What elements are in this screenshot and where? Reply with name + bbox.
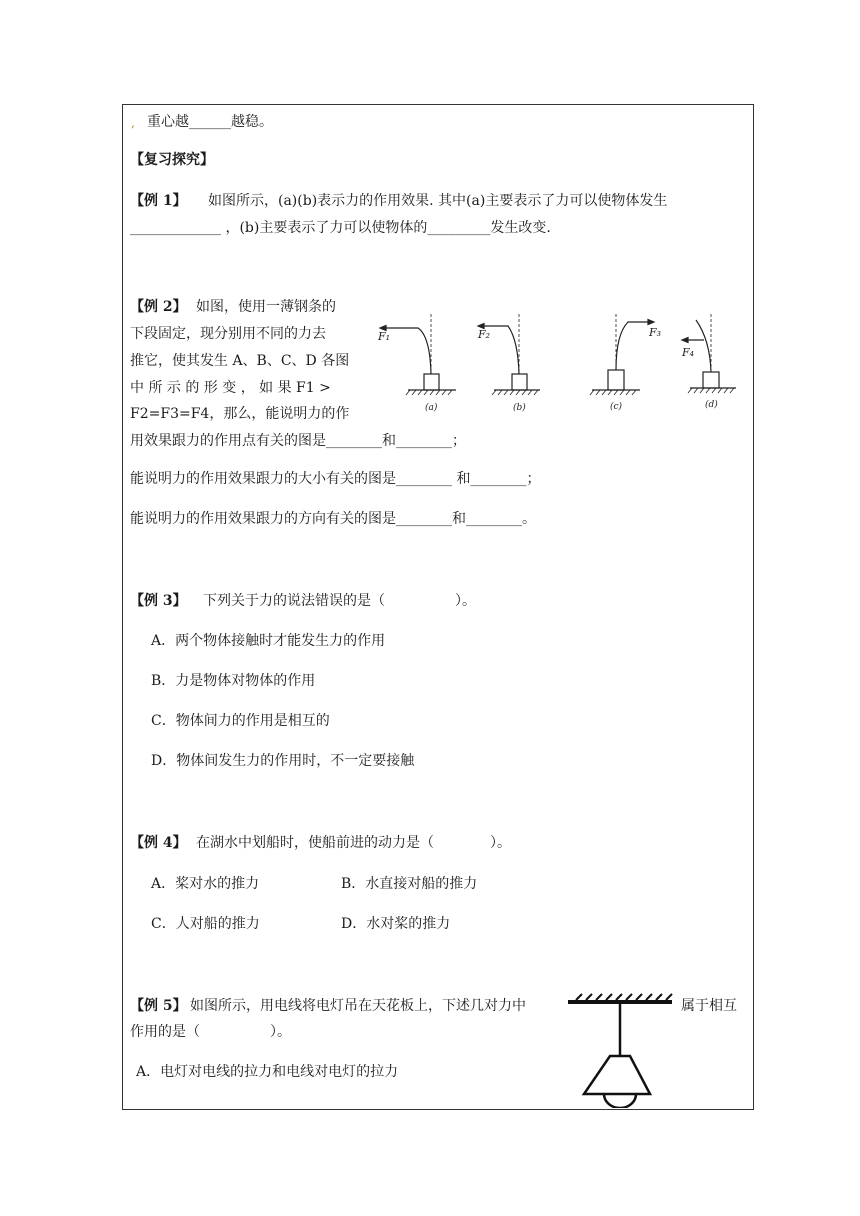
lamp-shade xyxy=(584,1056,650,1094)
ex2-line6: 用效果跟力的作用点有关的图是________和________； xyxy=(130,433,466,449)
hanging-lamp-figure xyxy=(566,990,676,1108)
ex2-line3: 推它，使其发生 A、B、C、D 各图 xyxy=(130,353,350,369)
ex2-question-2: 能说明力的作用效果跟力的大小有关的图是________ 和________； xyxy=(130,471,541,487)
ex5-label: 【例 5】 xyxy=(130,998,187,1014)
ex2-label: 【例 2】 xyxy=(130,299,187,315)
ex2-question-3: 能说明力的作用效果跟力的方向有关的图是________和________。 xyxy=(130,511,536,527)
panel-c xyxy=(590,314,654,395)
ex1-line2: _____________ ，(b)主要表示了力可以使物体的_________发生改变. xyxy=(130,220,551,236)
ex5-option-a: A．电灯对电线的拉力和电线对电灯的拉力 xyxy=(136,1064,399,1080)
ex1-line1: 如图所示，(a)(b)表示力的作用效果. 其中(a)主要表示了力可以使物体发生 xyxy=(208,193,668,209)
section-title: 【复习探究】 xyxy=(130,152,214,168)
steel-strip-figure xyxy=(372,312,742,416)
force-label-f3: F₃ xyxy=(649,326,662,339)
ex4-option-a: A．桨对水的推力 xyxy=(151,876,260,892)
ceiling xyxy=(568,994,672,1002)
margin-mark: , xyxy=(131,116,135,130)
top-line-text: 重心越______越稳。 xyxy=(147,114,273,130)
caption-b: (b) xyxy=(513,403,526,413)
caption-d: (d) xyxy=(705,400,718,410)
ex5-line1-right: 属于相互 xyxy=(681,998,737,1014)
force-label-f2: F₂ xyxy=(478,328,491,341)
ex3-option-d: D．物体间发生力的作用时，不一定要接触 xyxy=(151,753,415,769)
ex4-label: 【例 4】 xyxy=(130,835,187,851)
ex3-option-b: B．力是物体对物体的作用 xyxy=(151,673,316,689)
ex4-option-d: D．水对桨的推力 xyxy=(341,916,451,932)
ex1-label: 【例 1】 xyxy=(130,193,187,209)
ex5-line1: 如图所示，用电线将电灯吊在天花板上，下述几对力中 xyxy=(190,998,526,1014)
ex2-line2: 下段固定，现分别用不同的力去 xyxy=(130,326,326,342)
ex3-option-c: C．物体间力的作用是相互的 xyxy=(151,713,330,729)
ex2-line1: 如图，使用一薄钢条的 xyxy=(196,299,336,315)
ex2-line4: 中 所 示 的 形 变 ， 如 果 F1 > xyxy=(130,380,331,396)
panel-a xyxy=(380,314,456,395)
force-label-f4: F₄ xyxy=(682,346,695,359)
ex2-line5: F2=F3=F4，那么，能说明力的作 xyxy=(130,406,350,422)
panel-b xyxy=(478,314,540,395)
ex3-question: 下列关于力的说法错误的是（ ）。 xyxy=(203,593,476,609)
ex5-line2: 作用的是（ ）。 xyxy=(130,1024,291,1040)
ex3-label: 【例 3】 xyxy=(130,593,187,609)
ex4-question: 在湖水中划船时，使船前进的动力是（ ）。 xyxy=(196,835,511,851)
ex3-option-a: A．两个物体接触时才能发生力的作用 xyxy=(151,633,386,649)
caption-a: (a) xyxy=(425,403,438,413)
bulb xyxy=(604,1094,636,1108)
ex4-option-c: C．人对船的推力 xyxy=(151,916,260,932)
ex4-option-b: B．水直接对船的推力 xyxy=(341,876,478,892)
caption-c: (c) xyxy=(610,402,623,412)
force-label-f1: F₁ xyxy=(378,330,391,343)
